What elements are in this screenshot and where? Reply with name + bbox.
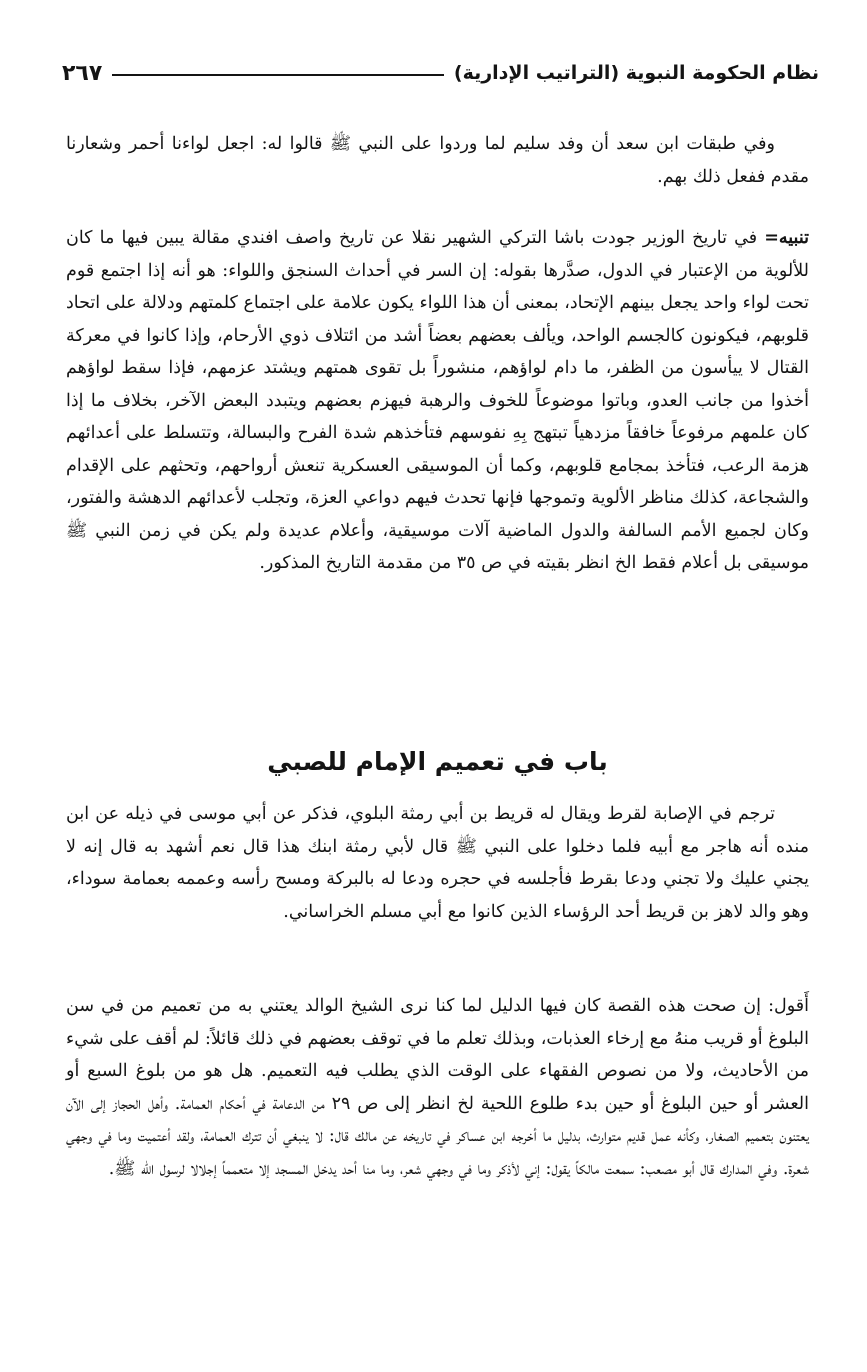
page-number: ٢٦٧ [62, 61, 103, 86]
note-body: في تاريخ الوزير جودت باشا التركي الشهير نقلا عن تاريخ واصف افندي مقالة يبين فيها ما كان للألوية من الإعتبار في الدول، صدَّرها بقوله: إن السر في أحداث السنجق واللواء: هو أنه إذا اجتمع قوم تحت لواء واحد يجعل بينهم الإتحاد، بمعنى أن هذا اللواء يكون علامة على اجتماع كلمتهم ودلالة على اتحاد قلوبهم، فيكونون كالجسم الواحد، ويألف بعضهم بعضاً أشد من ائتلاف ذوي الأرحام، وإذا كانوا في معركة القتال لا ييأسون من الظفر، ما دام لواؤهم، منشوراً بل تقوى همتهم ويشتد عزمهم، فإذا سقط لواؤهم أخذوا من جانب العدو، وباتوا موضوعاً للخوف والرهبة فيهزم بعضهم ويتبدد البعض الآخر، بخلاف ما إذا كان علمهم مرفوعاً خافقاً مزدهياً تبتهج بِهِ نفوسهم فتأخذهم شدة الفرح والبسالة، وتتسلط على أعدائهم هزمة الرعب، فتأخذ بمجامع قلوبهم، وكما أن الموسيقى العسكرية تنعش أرواحهم، وتحثهم على الإقدام والشجاعة، كذلك مناظر الألوية وتموجها فإنها تحدث فيهم دواعي العزة، وتجلب لأعدائهم الدهشة والفتور، وكان لجميع الأمم السالفة والدول الماضية آلات موسيقية، وأعلام عديدة ولم يكن في زمن النبي ﷺ موسيقى بل أعلام فقط الخ انظر بقيته في ص ٣٥ من مقدمة التاريخ المذكور. [66, 228, 809, 573]
paragraph-ibn-saad [66, 128, 809, 193]
note-label: تنبيه= [764, 228, 809, 248]
paragraph-text-isabah: ترجم في الإصابة لقرط ويقال له قريط بن أبي رمثة البلوي، فذكر عن أبي موسى في ذيله عن ابن منده أنه هاجر مع أبيه فلما دخلوا على النبي ﷺ قال لأبي رمثة ابنك هذا قال نعم أشهد به قال إنه لا يجني عليك ولا تجني ودعا بقرط فأجلسه في حجره ودعا له بالبركة ومسح رأسه وعممه بعمامة سوداء، وهو والد لاهز بن قريط أحد الرؤساء الذين كانوا مع أبي مسلم الخراساني. [66, 804, 809, 922]
paragraph-aqul [66, 990, 809, 1185]
header-rule [112, 74, 444, 76]
paragraph-text-aqul: أَقول: إن صحت هذه القصة كان فيها الدليل لما كنا نرى الشيخ الوالد يعتني به من تعميم من في سن البلوغ أو قريب منهُ مع إرخاء العذبات، وبذلك تعلم ما في توقف بعضهم في ذلك قائلاً: لم أقف على شيء من الأحاديث، ولا من نصوص الفقهاء على الوقت الذي يطلب فيه التعميم. هل هو من بلوغ السبع أو العشر أو حين البلوغ أو حين بدء طلوع اللحية لخ انظر إلى ص ٢٩ من الدعامة في أحكام العمامة. وأهل الحجاز إلى الآن يعتنون بتعميم الصغار، وكأنه عمل قديم متوارث، بدليل ما أخرجه ابن عساكر في تاريخه عن مالك قال: لا ينبغي أن تترك العمامة، ولقد أعتميت وما في وجهي شعرة. وفي المدارك قال أبو مصعب: سمعت مالكاً يقول: إني لأذكر وما في وجهي شعر، وما منا أحد يدخل المسجد إلا متعمماً إجلالا لرسول الله ﷺ. [66, 996, 809, 1179]
paragraph-text-note [66, 222, 809, 580]
paragraph-text: وفي طبقات ابن سعد أن وفد سليم لما وردوا على النبي ﷺ قالوا له: اجعل لواءنا أحمر وشعارنا مقدم ففعل ذلك بهم. [66, 134, 809, 187]
paragraph-note [66, 222, 809, 580]
running-header [62, 48, 819, 88]
paragraph-isabah [66, 798, 809, 928]
header-title: نظام الحكومة النبوية (التراتيب الإدارية) [453, 62, 819, 84]
section-heading: باب في تعميم الإمام للصبي [267, 747, 608, 776]
